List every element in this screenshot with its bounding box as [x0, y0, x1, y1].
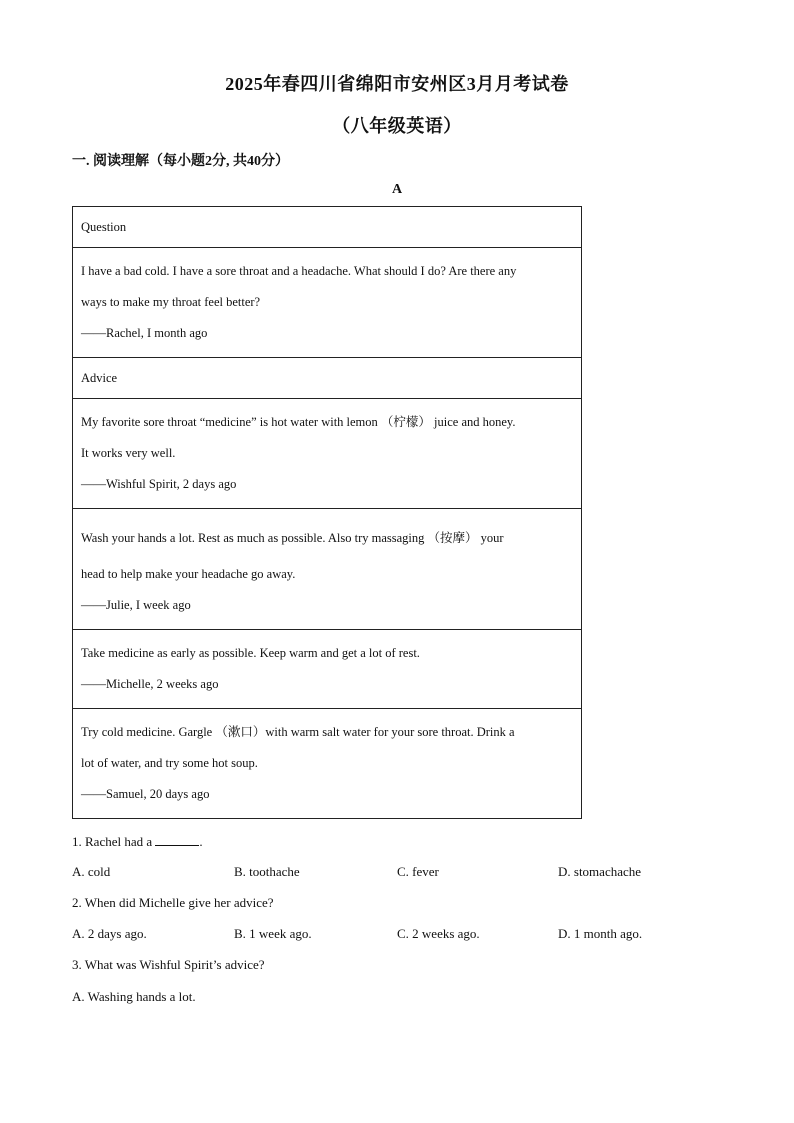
option-2d: D. 1 month ago. [558, 926, 643, 941]
advice-cell [73, 709, 582, 819]
advice-author: ——Julie, I week ago [81, 598, 191, 612]
advice-text-line: head to help make your headache go away. [81, 567, 296, 581]
table-row [73, 509, 582, 630]
advice-author: ——Wishful Spirit, 2 days ago [81, 477, 237, 491]
question-1-stem [72, 833, 203, 850]
advice-header: Advice [73, 358, 582, 399]
advice-cell [73, 630, 582, 709]
advice-text-line: Take medicine as early as possible. Keep warm and get a lot of rest. [81, 646, 420, 660]
section-heading: 一. 阅读理解（每小题2分, 共40分） [72, 154, 289, 169]
forum-table [72, 206, 582, 819]
question-1-suffix: . [199, 834, 203, 849]
answer-blank [155, 833, 199, 846]
option-1c: C. fever [397, 864, 439, 879]
option-1b: B. toothache [234, 864, 300, 879]
advice-author: ——Samuel, 20 days ago [81, 787, 210, 801]
question-header: Question [73, 207, 582, 248]
option-2a: A. 2 days ago. [72, 926, 147, 941]
advice-text-line: Wash your hands a lot. Rest as much as possible. Also try massaging （按摩） your [81, 531, 504, 545]
table-row [73, 630, 582, 709]
option-1a: A. cold [72, 864, 111, 879]
table-row [73, 709, 582, 819]
question-author: ——Rachel, I month ago [81, 326, 208, 340]
advice-author: ——Michelle, 2 weeks ago [81, 677, 219, 691]
advice-text-line: Try cold medicine. Gargle （漱口）with warm salt water for your sore throat. Drink a [81, 725, 515, 739]
option-3a: A. Washing hands a lot. [72, 989, 196, 1004]
advice-text-line: My favorite sore throat “medicine” is hot water with lemon （柠檬） juice and honey. [81, 415, 516, 429]
option-2b: B. 1 week ago. [234, 926, 312, 941]
question-text-line: I have a bad cold. I have a sore throat and a headache. What should I do? Are there any [81, 264, 517, 278]
exam-subtitle: （八年级英语） [332, 116, 462, 136]
table-row [73, 358, 582, 399]
advice-cell [73, 399, 582, 509]
table-row [73, 248, 582, 358]
question-2-stem: 2. When did Michelle give her advice? [72, 895, 274, 910]
option-1d: D. stomachache [558, 864, 642, 879]
advice-text-line: It works very well. [81, 446, 176, 460]
advice-cell [73, 509, 582, 630]
question-1-prefix: 1. Rachel had a [72, 834, 153, 849]
question-cell [73, 248, 582, 358]
table-row [73, 207, 582, 248]
passage-label: A [391, 182, 403, 197]
table-row [73, 399, 582, 509]
exam-title: 2025年春四川省绵阳市安州区3月月考试卷 [225, 74, 569, 94]
option-2c: C. 2 weeks ago. [397, 926, 480, 941]
question-text-line: ways to make my throat feel better? [81, 295, 261, 309]
question-3-stem: 3. What was Wishful Spirit’s advice? [72, 957, 265, 972]
advice-text-line: lot of water, and try some hot soup. [81, 756, 258, 770]
